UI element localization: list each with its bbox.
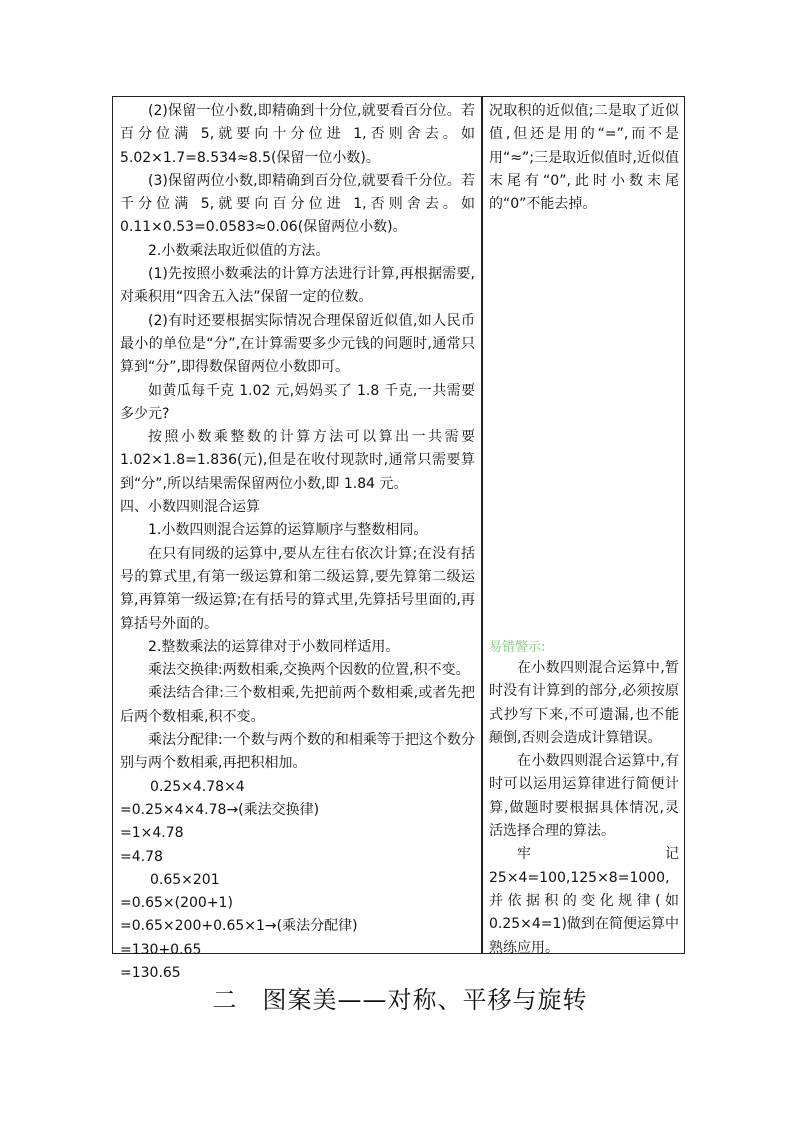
calc-line: =4.78	[120, 848, 163, 865]
para-distributive: 乘法分配律:一个数与两个数的和相乘等于把这个数分别与两个数相乘,再把积相加。	[120, 732, 475, 772]
calc-line: =1×4.78	[120, 825, 184, 842]
para-two-decimal: (3)保留两位小数,即精确到百分位,就要看千分位。若千分位满 5,就要向百分位进 1,否则舍去。如 0.11×0.53=0.0583≈0.06(保留两位小数)。	[120, 172, 475, 236]
para-associative: 乘法结合律:三个数相乘,先把前两个数相乘,或者先把后两个数相乘,积不变。	[120, 685, 475, 725]
calc-line: =0.25×4×4.78→(乘法交换律)	[120, 801, 320, 818]
side-note-top	[489, 100, 679, 216]
warning-para-2: 在小数四则混合运算中,有时可以运用运算律进行简便计算,做题时要根据具体情况,灵活选择合理的算法。	[489, 753, 679, 840]
para-method-2: (2)有时还要根据实际情况合理保留近似值,如人民币最小的单位是“分”,在计算需要多少元钱的问题时,通常只算到“分”,即得数保留两位小数即可。	[120, 312, 475, 376]
main-column	[120, 100, 475, 985]
para-order-detail: 在只有同级的运算中,要从左往右依次计算;在没有括号的算式里,有第一级运算和第二级运算,要先算第二级运算,再算第一级运算;在有括号的算式里,先算括号里面的,再算括号外面的。	[120, 545, 475, 632]
para-method-1: (1)先按照小数乘法的计算方法进行计算,再根据需要,对乘积用“四舍五入法”保留一定的位数。	[120, 266, 475, 306]
calc-line: =0.65×(200+1)	[120, 895, 233, 912]
warning-para-1: 在小数四则混合运算中,暂时没有计算到的部分,必须按原式抄写下来,不可遗漏,也不能颠倒,否则会造成计算错误。	[489, 660, 679, 746]
warning-para-3-head	[489, 843, 679, 866]
section-heading-four: 四、小数四则混合运算	[120, 499, 260, 516]
side-note-continued: 况取积的近似值;二是取了近似值,但还是用的“=”,而不是用“≈”;三是取近似值时,近似值末尾有“0”,此时小数末尾的“0”不能去掉。	[489, 103, 679, 213]
side-note-bottom	[489, 657, 679, 960]
calc-line: =130.65	[120, 964, 181, 981]
calc-line: =130+0.65	[120, 941, 202, 958]
warning-word-1: 牢	[517, 846, 531, 863]
para-commutative: 乘法交换律:两数相乘,交换两个因数的位置,积不变。	[148, 662, 470, 679]
para-example-question: 如黄瓜每千克 1.02 元,妈妈买了 1.8 千克,一共需要多少元?	[120, 382, 475, 422]
para-order: 1.小数四则混合运算的运算顺序与整数相同。	[148, 522, 428, 539]
chapter-title: 二 图案美——对称、平移与旋转	[212, 986, 588, 1014]
calc-line: =0.65×200+0.65×1→(乘法分配律)	[120, 918, 358, 935]
column-divider	[481, 96, 483, 954]
warning-word-2: 记	[665, 846, 679, 863]
para-laws: 2.整数乘法的运算律对于小数同样适用。	[148, 638, 400, 655]
para-example-answer: 按照小数乘整数的计算方法可以算出一共需要 1.02×1.8=1.836(元),但是在收付现款时,通常只需要算到“分”,所以结果需保留两位小数,即 1.84 元。	[120, 429, 475, 492]
calc-line: 0.25×4.78×4	[150, 778, 245, 795]
calc-line: 0.65×201	[150, 871, 220, 888]
para-one-decimal: (2)保留一位小数,即精确到十分位,就要看百分位。若百分位满 5,就要向十分位进 1,否则舍去。如 5.02×1.7=8.534≈8.5(保留一位小数)。	[120, 103, 475, 166]
warning-title: 易错警示:	[489, 640, 546, 655]
para-method-heading: 2.小数乘法取近似值的方法。	[148, 242, 330, 259]
warning-para-3: 25×4=100,125×8=1000,并依据积的变化规律(如 0.25×4=1)做到在简便运算中熟练应用。	[489, 869, 679, 956]
